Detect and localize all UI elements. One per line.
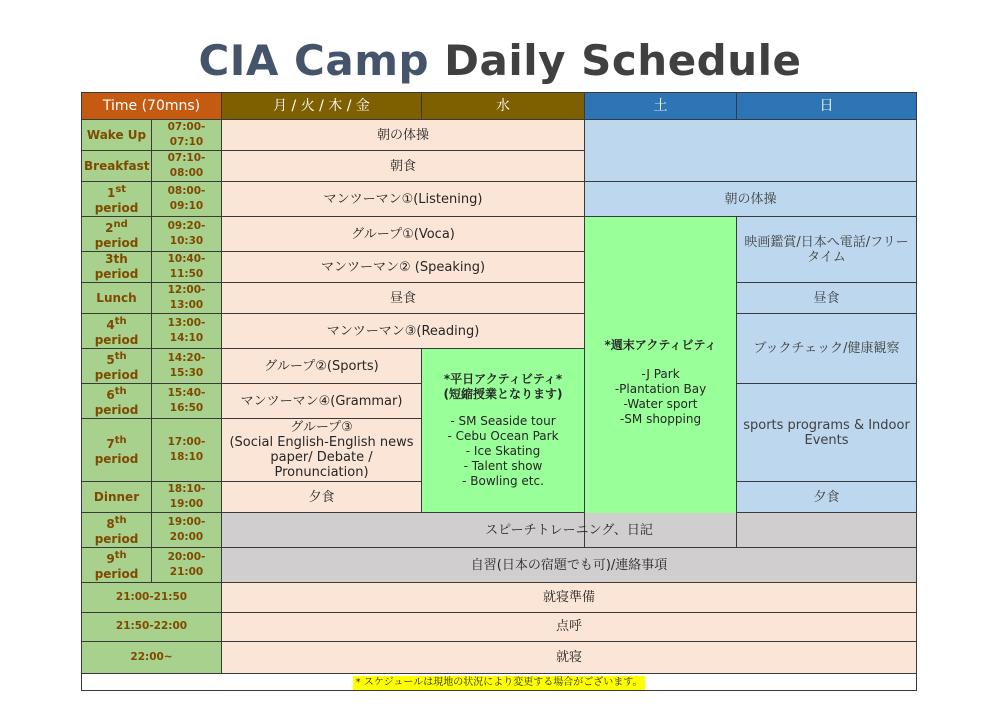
cell-dinner-sunday: 夕食 bbox=[737, 482, 917, 513]
cell-p7-weekday bbox=[222, 419, 422, 482]
row-time-p6: 15:40-16:50 bbox=[152, 384, 222, 419]
row-time-p1: 08:00-09:10 bbox=[152, 182, 222, 217]
table-row bbox=[82, 548, 917, 583]
table-row bbox=[82, 513, 917, 548]
p7-line1: グループ③ bbox=[290, 420, 353, 435]
sat-activity-item: -Water sport bbox=[623, 396, 698, 411]
header-row bbox=[82, 93, 917, 120]
row-time-p2: 09:20-10:30 bbox=[152, 217, 222, 252]
table-row bbox=[82, 642, 917, 674]
title-part1: CIA Camp bbox=[198, 36, 430, 85]
cell-dinner-weekday: 夕食 bbox=[222, 482, 422, 513]
p7-line2: (Social English-English news paper/ Debate / Pronunciation) bbox=[229, 435, 414, 480]
table-row bbox=[82, 314, 917, 349]
cell-p5-weekday: グループ②(Sports) bbox=[222, 349, 422, 384]
cell-sunday-sports: sports programs & Indoor Events bbox=[737, 384, 917, 482]
row-time-p8: 19:00-20:00 bbox=[152, 513, 222, 548]
row-time-p9: 20:00-21:00 bbox=[152, 548, 222, 583]
cell-r12-all: 就寝 bbox=[222, 642, 917, 674]
cell-p8-all: スピーチトレーニング、日記 bbox=[222, 513, 917, 548]
row-time-breakfast: 07:10-08:00 bbox=[152, 151, 222, 182]
cell-p1-weekend: 朝の体操 bbox=[585, 182, 917, 217]
label-suffix: period bbox=[94, 333, 139, 347]
wed-activity-item: - Bowling etc. bbox=[462, 474, 544, 488]
wed-activity-item: - Cebu Ocean Park bbox=[447, 429, 559, 443]
footer-cell bbox=[82, 674, 917, 691]
row-time-dinner: 18:10-19:00 bbox=[152, 482, 222, 513]
cell-r11-all: 点呼 bbox=[222, 612, 917, 642]
cell-wakeup-weekday: 朝の体操 bbox=[222, 120, 585, 151]
row-label-p2 bbox=[82, 217, 152, 252]
label-sup: nd bbox=[113, 219, 128, 230]
header-time: Time (70mns) bbox=[82, 93, 222, 120]
row-time-p3: 10:40-11:50 bbox=[152, 252, 222, 283]
label-sup: th bbox=[114, 550, 127, 561]
sat-activity-item: -Plantation Bay bbox=[614, 381, 707, 396]
header-saturday: 土 bbox=[585, 93, 737, 120]
row-label-p8 bbox=[82, 513, 152, 548]
label-suffix: period bbox=[94, 532, 139, 546]
row-time-p4: 13:00-14:10 bbox=[152, 314, 222, 349]
label-num: 9 bbox=[106, 552, 115, 566]
label-suffix: period bbox=[94, 368, 139, 382]
table-row bbox=[82, 217, 917, 252]
label-sup: st bbox=[115, 184, 127, 195]
cell-lunch-weekday: 昼食 bbox=[222, 283, 585, 314]
cell-sunday-freetime: 映画鑑賞/日本へ電話/フリータイム bbox=[737, 217, 917, 283]
sat-activity-item: -J Park bbox=[641, 366, 680, 381]
wed-activity-heading2: (短縮授業となります) bbox=[443, 387, 563, 401]
cell-r10-all: 就寝準備 bbox=[222, 583, 917, 613]
label-num: 4 bbox=[106, 318, 115, 332]
label-num: 5 bbox=[106, 353, 115, 367]
cell-p6-weekday: マンツーマン④(Grammar) bbox=[222, 384, 422, 419]
row-time-wakeup: 07:00-07:10 bbox=[152, 120, 222, 151]
wed-activity-item: - Talent show bbox=[463, 459, 543, 473]
label-suffix: period bbox=[94, 452, 139, 466]
cell-weekend-morning-empty bbox=[585, 120, 917, 182]
wed-activity-heading1: *平日アクティビティ* bbox=[443, 372, 563, 386]
cell-p2-weekday: グループ①(Voca) bbox=[222, 217, 585, 252]
row-label-wakeup: Wake Up bbox=[82, 120, 152, 151]
header-sunday: 日 bbox=[737, 93, 917, 120]
row-label-p5 bbox=[82, 349, 152, 384]
cell-p9-all: 自習(日本の宿題でも可)/連絡事項 bbox=[222, 548, 917, 583]
row-time-r11: 21:50-22:00 bbox=[82, 612, 222, 642]
header-weekdays: 月 / 火 / 木 / 金 bbox=[222, 93, 422, 120]
label-suffix: period bbox=[94, 236, 139, 250]
label-sup: th bbox=[114, 386, 127, 397]
cell-breakfast-weekday: 朝食 bbox=[222, 151, 585, 182]
row-time-p5: 14:20-15:30 bbox=[152, 349, 222, 384]
row-label-p1 bbox=[82, 182, 152, 217]
label-sup: th bbox=[114, 351, 127, 362]
row-label-lunch: Lunch bbox=[82, 283, 152, 314]
label-num: 6 bbox=[106, 388, 115, 402]
label-suffix: period bbox=[94, 567, 139, 581]
label-sup: th bbox=[114, 515, 127, 526]
label-sup: th bbox=[114, 316, 127, 327]
table-row bbox=[82, 612, 917, 642]
label-num: 2 bbox=[105, 221, 114, 235]
header-wednesday: 水 bbox=[422, 93, 585, 120]
row-label-p6 bbox=[82, 384, 152, 419]
cell-sunday-bookcheck: ブックチェック/健康観察 bbox=[737, 314, 917, 384]
schedule-table bbox=[81, 92, 917, 691]
label-num: 8 bbox=[106, 517, 115, 531]
row-time-lunch: 12:00-13:00 bbox=[152, 283, 222, 314]
footer-note: * スケジュールは現地の状況により変更する場合がございます。 bbox=[353, 676, 646, 690]
cell-p1-weekday: マンツーマン①(Listening) bbox=[222, 182, 585, 217]
label-suffix: period bbox=[94, 201, 139, 215]
row-label-breakfast: Breakfast bbox=[82, 151, 152, 182]
page-title bbox=[0, 36, 1000, 85]
cell-p3-weekday: マンツーマン② (Speaking) bbox=[222, 252, 585, 283]
cell-p4-weekday: マンツーマン③(Reading) bbox=[222, 314, 585, 349]
table-row bbox=[82, 120, 917, 151]
row-label-p7 bbox=[82, 419, 152, 482]
row-label-p3: 3th period bbox=[82, 252, 152, 283]
wed-activity-item: - SM Seaside tour bbox=[450, 414, 556, 428]
row-time-r10: 21:00-21:50 bbox=[82, 583, 222, 613]
sat-activity-heading: *週末アクティビティ bbox=[604, 337, 717, 352]
label-num: 7 bbox=[106, 437, 115, 451]
table-row bbox=[82, 182, 917, 217]
label-num: 1 bbox=[106, 186, 116, 200]
row-time-p7: 17:00-18:10 bbox=[152, 419, 222, 482]
cell-lunch-sunday: 昼食 bbox=[737, 283, 917, 314]
row-label-dinner: Dinner bbox=[82, 482, 152, 513]
label-suffix: period bbox=[94, 403, 139, 417]
table-row bbox=[82, 583, 917, 613]
row-label-p9 bbox=[82, 548, 152, 583]
label-sup: th bbox=[114, 435, 127, 446]
footer-row bbox=[82, 674, 917, 691]
cell-saturday-activity bbox=[585, 217, 737, 548]
sat-activity-item: -SM shopping bbox=[619, 411, 702, 426]
table-row bbox=[82, 283, 917, 314]
title-part2: Daily Schedule bbox=[444, 36, 802, 85]
wed-activity-item: - Ice Skating bbox=[465, 444, 541, 458]
cell-wednesday-activity bbox=[422, 349, 585, 513]
row-label-p4 bbox=[82, 314, 152, 349]
row-time-r12: 22:00~ bbox=[82, 642, 222, 674]
